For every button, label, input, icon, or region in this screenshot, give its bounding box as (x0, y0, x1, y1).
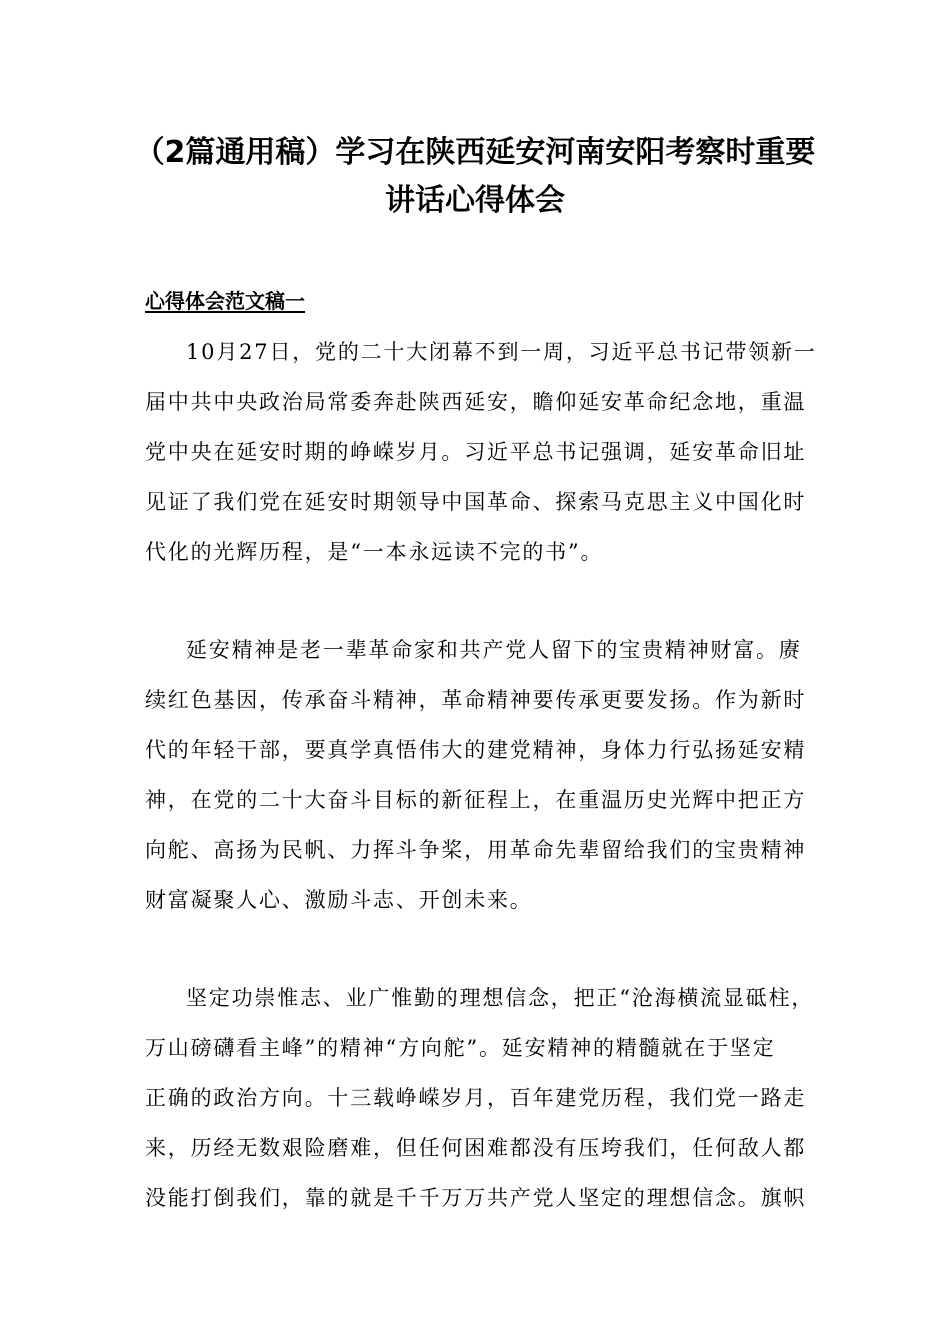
paragraph-line: 届中共中央政治局常委奔赴陕西延安，瞻仰延安革命纪念地，重温 (145, 390, 807, 414)
paragraph-line: 见证了我们党在延安时期领导中国革命、探索马克思主义中国化时 (145, 490, 807, 514)
paragraph-line: 代化的光辉历程，是“一本永远读不完的书”。 (145, 540, 604, 564)
paragraph-line: 延安精神是老一辈革命家和共产党人留下的宝贵精神财富。赓 (186, 638, 802, 662)
paragraph-line: 正确的政治方向。十三载峥嵘岁月，百年建党历程，我们党一路走 (145, 1086, 807, 1110)
paragraph-line: 续红色基因，传承奋斗精神，革命精神要传承更要发扬。作为新时 (145, 688, 807, 712)
paragraph-line: 神，在党的二十大奋斗目标的新征程上，在重温历史光辉中把正方 (145, 788, 807, 812)
paragraph-line: 向舵、高扬为民帆、力挥斗争桨，用革命先辈留给我们的宝贵精神 (145, 838, 807, 862)
paragraph-line: 没能打倒我们，靠的就是千千万万共产党人坚定的理想信念。旗帜 (145, 1186, 807, 1210)
paragraph-line: 10月27日，党的二十大闭幕不到一周，习近平总书记带领新一 (186, 340, 817, 364)
paragraph-line: 代的年轻干部，要真学真悟伟大的建党精神，身体力行弘扬延安精 (145, 738, 807, 762)
paragraph-line: 万山磅礴看主峰”的精神“方向舵”。延安精神的精髓就在于坚定 (145, 1036, 776, 1060)
section-heading: 心得体会范文稿一 (145, 289, 305, 313)
paragraph-line: 财富凝聚人心、激励斗志、开创未来。 (145, 888, 533, 912)
paragraph-line: 党中央在延安时期的峥嵘岁月。习近平总书记强调，延安革命旧址 (145, 440, 807, 464)
document-title-line-1: （2篇通用稿）学习在陕西延安河南安阳考察时重要 (134, 135, 816, 170)
paragraph-line: 来，历经无数艰险磨难，但任何困难都没有压垮我们，任何敌人都 (145, 1136, 807, 1160)
document-title-line-2: 讲话心得体会 (385, 183, 565, 218)
paragraph-line: 坚定功崇惟志、业广惟勤的理想信念，把正“沧海横流显砥柱， (186, 986, 815, 1010)
